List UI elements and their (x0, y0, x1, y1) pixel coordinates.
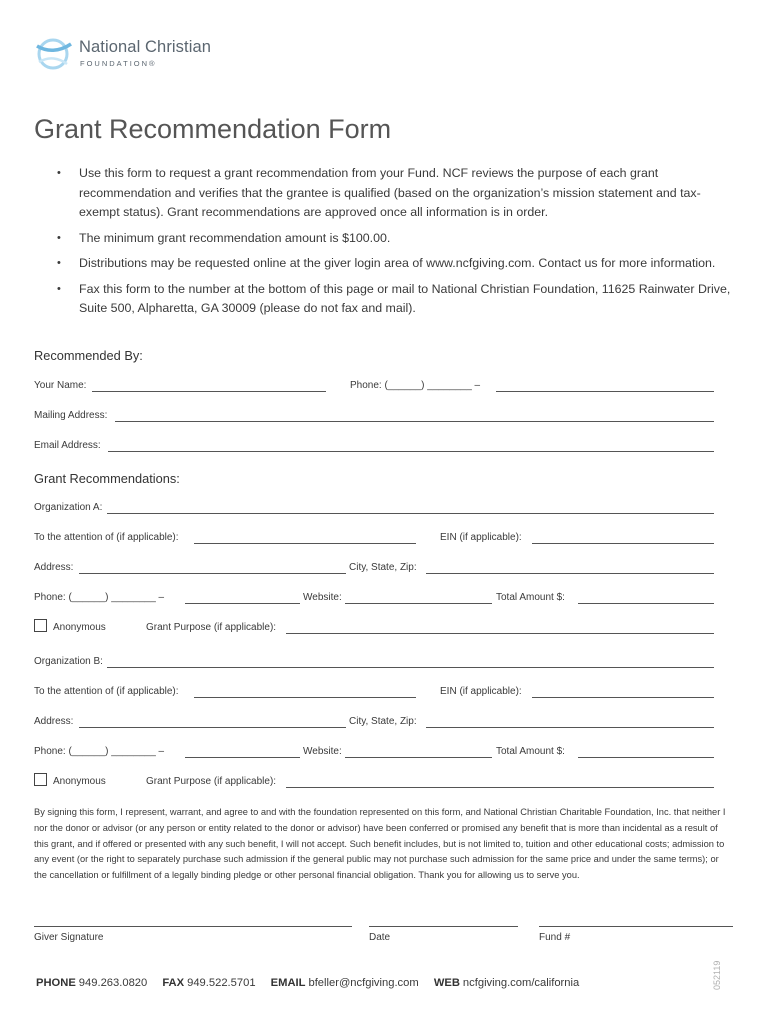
city-state-zip-field[interactable] (426, 727, 714, 728)
ein-label: EIN (if applicable): (440, 532, 522, 543)
page-title: Grant Recommendation Form (34, 114, 392, 144)
list-item: • Fax this form to the number at the bottom of this page or mail to National Christian Foundation, 11625 Rainwater Drive, Suite 500, Alpharetta, GA 30009 (please do not fax and mail). (57, 281, 731, 315)
phone-label: Phone: (______) ________ – (34, 746, 165, 757)
address-label: Address: (34, 716, 74, 727)
fund-number-field[interactable] (539, 926, 733, 927)
list-item: • Distributions may be requested online at the giver login area of www.ncfgiving.com. Contact us for more information. (57, 256, 716, 270)
email-address-label: Email Address: (34, 440, 101, 451)
logo-name: National Christian (79, 38, 212, 56)
grant-purpose-field[interactable] (286, 787, 714, 788)
organization-b-row (34, 656, 714, 670)
list-item: • Use this form to request a grant recommendation from your Fund. NCF reviews the purpose of each grant recommendation and verifies that the grantee is qualified (based on the organization’s mission statement and tax-exempt status). Grant recommendations are approved once all information is in order. (57, 166, 701, 219)
phone-field[interactable] (496, 391, 714, 392)
total-amount-label: Total Amount $: (496, 746, 565, 757)
your-name-field[interactable] (92, 391, 326, 392)
organization-a-field[interactable] (107, 513, 714, 514)
organization-b-field[interactable] (107, 667, 714, 668)
footer-email: EMAIL bfeller@ncfgiving.com (270, 977, 419, 989)
address-row (34, 562, 714, 576)
email-address-field[interactable] (108, 451, 714, 452)
anonymous-label: Anonymous (53, 776, 106, 787)
grant-purpose-label: Grant Purpose (if applicable): (146, 776, 277, 787)
phone-field[interactable] (185, 603, 300, 604)
total-amount-field[interactable] (578, 603, 714, 604)
attention-field[interactable] (194, 697, 416, 698)
organization-a-row (34, 502, 714, 516)
form-code: 052119 (712, 960, 722, 990)
footer-fax: FAX 949.522.5701 (162, 977, 256, 989)
website-field[interactable] (345, 757, 492, 758)
address-row (34, 716, 714, 730)
ncf-logo-icon (33, 34, 73, 74)
attention-row (34, 686, 714, 700)
phone-label: Phone: (______) ________ – (34, 592, 165, 603)
purpose-row (34, 622, 714, 636)
logo-subtitle: FOUNDATION® (80, 59, 157, 68)
phone-label: Phone: (______) ________ – (350, 380, 481, 391)
mailing-address-label: Mailing Address: (34, 410, 108, 421)
footer-phone: PHONE 949.263.0820 (36, 977, 148, 989)
ncf-logo (33, 34, 233, 74)
grant-purpose-label: Grant Purpose (if applicable): (146, 622, 277, 633)
anonymous-label: Anonymous (53, 622, 106, 633)
anonymous-checkbox[interactable] (34, 619, 47, 632)
address-field[interactable] (79, 727, 346, 728)
total-amount-label: Total Amount $: (496, 592, 565, 603)
ein-field[interactable] (532, 543, 714, 544)
recommended-by-heading: Recommended By: (34, 348, 143, 363)
your-name-row (34, 380, 714, 394)
legal-statement: By signing this form, I represent, warrant, and agree to and with the foundation represented on this form, and National Christian Charitable Foundation, Inc. that neither I nor the donor or advisor (or any person or entity related to the donor or advisor) have been conferred or promised any benefit that is more than incidental as a result of this grant, and if offered or presented with any such benefit, I will not accept. Such benefit includes, but is not limited to, tuition and other educational costs; admission to any event (or the right to separately purchase such admission if the general public may not purchase such admission for the same price and under the same terms); or the cancellation or fulfillment of a legally binding pledge or other personal financial obligation. Thank you for allowing us to serve you. (34, 807, 726, 881)
contact-row (34, 746, 714, 760)
ein-field[interactable] (532, 697, 714, 698)
phone-field[interactable] (185, 757, 300, 758)
purpose-row (34, 776, 714, 790)
city-state-zip-label: City, State, Zip: (349, 562, 417, 573)
organization-a-label: Organization A: (34, 502, 103, 513)
attention-label: To the attention of (if applicable): (34, 686, 179, 697)
ein-label: EIN (if applicable): (440, 686, 522, 697)
your-name-label: Your Name: (34, 380, 87, 391)
giver-signature-label: Giver Signature (34, 932, 104, 943)
city-state-zip-label: City, State, Zip: (349, 716, 417, 727)
attention-row (34, 532, 714, 546)
email-address-row (34, 440, 714, 454)
grant-recommendations-heading: Grant Recommendations: (34, 471, 180, 486)
total-amount-field[interactable] (578, 757, 714, 758)
footer-web: WEB ncfgiving.com/california (433, 977, 580, 989)
anonymous-checkbox[interactable] (34, 773, 47, 786)
mailing-address-field[interactable] (115, 421, 714, 422)
attention-label: To the attention of (if applicable): (34, 532, 179, 543)
list-item: • The minimum grant recommendation amount is $100.00. (57, 230, 391, 245)
footer-contact (36, 977, 591, 989)
date-field[interactable] (369, 926, 518, 927)
website-label: Website: (303, 592, 342, 603)
website-label: Website: (303, 746, 342, 757)
address-field[interactable] (79, 573, 346, 574)
city-state-zip-field[interactable] (426, 573, 714, 574)
fund-number-label: Fund # (539, 932, 571, 943)
date-label: Date (369, 932, 391, 943)
instructions-list (56, 164, 736, 325)
mailing-address-row (34, 410, 714, 424)
organization-b-label: Organization B: (34, 656, 103, 667)
attention-field[interactable] (194, 543, 416, 544)
contact-row (34, 592, 714, 606)
grant-purpose-field[interactable] (286, 633, 714, 634)
giver-signature-field[interactable] (34, 926, 352, 927)
address-label: Address: (34, 562, 74, 573)
website-field[interactable] (345, 603, 492, 604)
